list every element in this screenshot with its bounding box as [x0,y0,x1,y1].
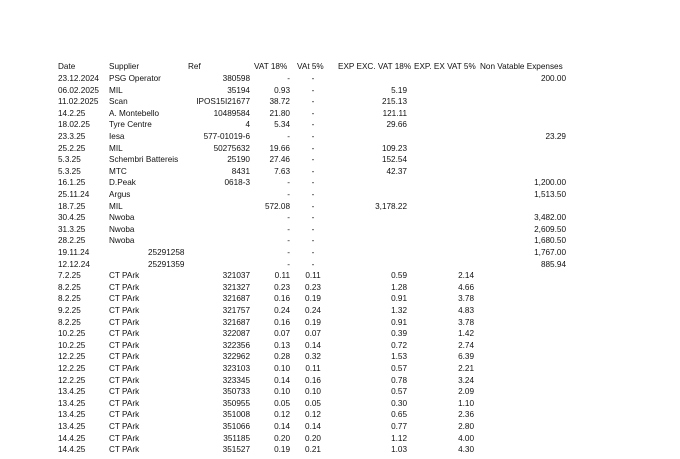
cell-date: 13.4.25 [58,422,86,431]
cell-vat5: - [311,236,315,246]
cell-date: 11.02.2025 [58,97,99,107]
cell-vat5: 0.14 [305,422,321,431]
cell-vat5: 0.12 [305,410,321,420]
table-row [0,235,680,247]
table-row [0,177,680,189]
cell-date: 18.02.25 [58,120,90,130]
cell-date: 14.2.25 [58,108,86,118]
cell-supplier: Nwoba [109,213,135,223]
cell-date: 5.3.25 [58,166,81,176]
cell-vat5: 0.11 [305,364,321,373]
cell-exp-exc-vat18: 0.30 [391,398,407,408]
cell-exp-exc-vat18: 0.65 [391,410,407,420]
cell-date: 31.3.25 [58,224,86,234]
cell-vat5: - [311,85,315,95]
cell-date: 14.4.25 [58,433,86,443]
cell-supplier: CT PArk [109,387,140,397]
cell-vat18: - [287,259,290,269]
cell-vat18: 0.13 [274,340,290,350]
cell-ref: 350733 [222,387,250,397]
cell-vat18: 0.24 [274,306,290,315]
cell-supplier: Nwoba [109,236,135,246]
cell-non-vatable: 1,200.00 [534,178,566,188]
cell-ref: 50275632 [213,143,250,153]
cell-vat18: - [287,178,290,188]
cell-supplier: Iesa [109,132,125,141]
cell-exp-exc-vat18: 5.19 [391,85,407,95]
cell-vat18: 19.66 [269,143,290,153]
table-row [0,351,680,363]
cell-vat5: - [311,132,315,141]
cell-vat5: 0.24 [305,306,321,315]
table-row [0,317,680,329]
cell-non-vatable: 1,680.50 [534,236,566,246]
cell-date: 9.2.25 [58,306,81,315]
cell-ref: 25190 [227,155,250,165]
table-row [0,409,680,421]
cell-exp-exc-vat18: 3,178.22 [375,201,407,211]
cell-exp-ex-vat5: 1.10 [458,398,474,408]
cell-supplier: CT PArk [109,422,140,431]
cell-ref: 351008 [222,410,250,420]
cell-ref: 322087 [222,329,250,339]
cell-vat18: 0.11 [274,271,290,281]
cell-supplier: CT PArk [109,317,140,327]
cell-ref: 321037 [222,271,250,281]
cell-exp-ex-vat5: 2.14 [458,271,474,281]
cell-exp-exc-vat18: 0.78 [391,375,407,385]
table-row [0,340,680,352]
cell-supplier: Scan [109,97,128,107]
cell-ref: 323345 [222,375,250,385]
cell-exp-ex-vat5: 4.83 [458,306,474,315]
cell-date: 14.4.25 [58,445,86,455]
cell-vat18: - [287,190,290,199]
cell-ref: 321757 [222,306,250,315]
cell-supplier: Argus [109,190,131,199]
cell-supplier: CT PArk [109,271,140,281]
cell-vat5: - [311,166,315,176]
cell-non-vatable: 23.29 [545,132,566,141]
cell-date: 06.02.2025 [58,85,99,95]
cell-ref: 351066 [222,422,250,431]
cell-vat18: 7.63 [274,166,290,176]
cell-non-vatable: 200.00 [540,74,566,83]
cell-exp-ex-vat5: 2.21 [458,364,474,373]
cell-vat18: 0.23 [274,282,290,292]
cell-vat5: - [311,108,315,118]
cell-supplier: A. Montebello [109,108,160,118]
cell-exp-exc-vat18: 0.57 [391,364,407,373]
cell-exp-ex-vat5: 3.78 [458,294,474,304]
cell-vat18: 0.93 [274,85,290,95]
cell-exp-exc-vat18: 0.91 [391,317,407,327]
cell-supplier: CT PArk [109,352,140,362]
header-row [0,61,680,73]
cell-ref: 321687 [222,317,250,327]
cell-vat5: - [311,224,315,234]
cell-vat18: 0.14 [274,375,290,385]
cell-vat5: 0.19 [305,317,321,327]
table-row [0,247,680,259]
cell-vat5: - [311,190,315,199]
cell-non-vatable: 885.94 [540,259,566,269]
cell-date: 18.7.25 [58,201,86,211]
table-row [0,433,680,445]
cell-ref: 35194 [227,85,250,95]
cell-exp-exc-vat18: 1.28 [391,282,407,292]
cell-vat5: - [311,201,315,211]
cell-ref: 8431 [231,166,250,176]
cell-vat18: - [287,213,290,223]
cell-supplier: CT PArk [109,398,140,408]
cell-date: 25.2.25 [58,143,86,153]
cell-supplier: D.Peak [109,178,136,188]
cell-vat5: - [311,120,315,130]
cell-date: 30.4.25 [58,213,86,223]
table-row [0,293,680,305]
cell-date: 28.2.25 [58,236,86,246]
cell-non-vatable: 1,513.50 [534,190,566,199]
cell-vat5: 0.16 [305,375,321,385]
cell-supplier: Tyre Centre [109,120,152,130]
cell-vat5: - [311,213,315,223]
cell-exp-ex-vat5: 2.36 [458,410,474,420]
cell-date: 13.4.25 [58,398,86,408]
cell-supplier: 25291359 [148,259,185,269]
cell-date: 25.11.24 [58,190,90,199]
cell-exp-exc-vat18: 215.13 [381,97,407,107]
cell-exp-exc-vat18: 0.91 [391,294,407,304]
cell-ref: 323103 [222,364,250,373]
cell-vat5: - [311,248,315,257]
header-exp-exc-vat18: EXP EXC. VAT 18% [338,62,412,71]
cell-date: 7.2.25 [58,271,81,281]
table-row [0,398,680,410]
table-row [0,421,680,433]
cell-supplier: CT PArk [109,433,140,443]
cell-vat5: - [311,97,315,107]
cell-exp-exc-vat18: 1.53 [391,352,407,362]
cell-supplier: CT PArk [109,445,140,455]
cell-vat5: - [311,74,315,83]
cell-ref: 0618-3 [224,178,250,188]
cell-supplier: CT PArk [109,340,140,350]
cell-vat5: - [311,143,315,153]
cell-exp-ex-vat5: 4.00 [458,433,474,443]
cell-vat18: 38.72 [269,97,290,107]
cell-vat5: 0.20 [305,433,321,443]
table-row [0,259,680,271]
cell-supplier: MIL [109,201,123,211]
cell-date: 12.2.25 [58,364,86,373]
cell-date: 23.12.2024 [58,74,99,83]
cell-ref: 350955 [222,398,250,408]
cell-vat5: 0.32 [305,352,321,362]
cell-exp-exc-vat18: 121.11 [382,108,407,118]
table-row [0,108,680,120]
cell-vat5: 0.07 [305,329,321,339]
cell-vat5: 0.14 [305,340,321,350]
cell-supplier: CT PArk [109,375,140,385]
header-non-vatable: Non Vatable Expenses [480,62,563,71]
cell-supplier: 25291258 [148,248,185,257]
cell-vat5: - [311,155,315,165]
table-row [0,119,680,131]
cell-supplier: MTC [109,166,127,176]
cell-vat18: 0.16 [274,294,290,304]
table-row [0,143,680,155]
cell-vat18: - [287,236,290,246]
table-row [0,212,680,224]
cell-ref: 321687 [222,294,250,304]
cell-date: 8.2.25 [58,294,81,304]
cell-supplier: PSG Operator [109,74,161,83]
table-row [0,85,680,97]
table-row [0,154,680,166]
cell-exp-ex-vat5: 6.39 [458,352,474,362]
cell-date: 13.4.25 [58,387,86,397]
header-date: Date [58,62,76,71]
cell-supplier: CT PArk [109,329,140,339]
cell-vat18: 0.19 [274,445,290,455]
cell-ref: 10489584 [213,108,250,118]
cell-exp-exc-vat18: 29.66 [386,120,407,130]
table-row [0,166,680,178]
cell-date: 8.2.25 [58,282,81,292]
cell-date: 12.2.25 [58,352,86,362]
cell-exp-exc-vat18: 109.23 [381,143,407,153]
table-row [0,375,680,387]
cell-ref: IPOS15I21677 [196,97,250,107]
table-row [0,386,680,398]
cell-exp-ex-vat5: 1.42 [458,329,474,339]
cell-exp-ex-vat5: 3.78 [458,317,474,327]
cell-exp-exc-vat18: 0.72 [391,340,407,350]
cell-date: 16.1.25 [58,178,86,188]
cell-vat18: 0.10 [274,364,290,373]
cell-exp-ex-vat5: 3.24 [458,375,474,385]
cell-ref: 380598 [222,74,250,83]
cell-supplier: MIL [109,143,123,153]
header-ref: Ref [188,62,201,71]
cell-date: 13.4.25 [58,410,86,420]
table-row [0,224,680,236]
cell-vat18: 0.07 [274,329,290,339]
table-row [0,96,680,108]
table-row [0,73,680,85]
cell-ref: 322356 [222,340,250,350]
cell-ref: 351527 [222,445,250,455]
cell-exp-ex-vat5: 4.30 [458,445,474,455]
cell-date: 5.3.25 [58,155,81,165]
cell-date: 19.11.24 [58,248,90,257]
cell-vat18: 0.14 [274,422,290,431]
cell-vat18: 21.80 [269,108,290,118]
cell-exp-exc-vat18: 42.37 [386,166,407,176]
cell-date: 10.2.25 [58,340,86,350]
cell-supplier: Schembri Battereis [109,155,179,165]
header-supplier: Supplier [109,62,140,71]
cell-non-vatable: 1,767.00 [534,248,566,257]
cell-date: 23.3.25 [58,132,86,141]
cell-exp-exc-vat18: 0.59 [391,271,407,281]
cell-supplier: MIL [109,85,123,95]
cell-vat18: 0.12 [274,410,290,420]
cell-vat18: - [287,248,290,257]
cell-vat18: 0.28 [274,352,290,362]
cell-vat5: - [311,259,315,269]
cell-exp-ex-vat5: 2.74 [458,340,474,350]
cell-vat18: 27.46 [269,155,290,165]
cell-non-vatable: 2,609.50 [534,224,566,234]
cell-vat5: 0.23 [305,282,321,292]
cell-exp-exc-vat18: 0.57 [391,387,407,397]
cell-date: 10.2.25 [58,329,86,339]
cell-vat18: - [287,132,290,141]
cell-ref: 577-01019-6 [203,132,250,141]
cell-vat18: - [287,224,290,234]
cell-vat18: 572.08 [264,201,290,211]
table-row [0,189,680,201]
cell-vat5: - [311,178,315,188]
table-row [0,201,680,213]
cell-exp-ex-vat5: 4.66 [458,282,474,292]
cell-vat18: 0.10 [274,387,290,397]
cell-vat18: 0.20 [274,433,290,443]
table-row [0,444,680,456]
cell-ref: 351185 [223,433,250,443]
cell-ref: 322962 [222,352,250,362]
cell-date: 8.2.25 [58,317,81,327]
cell-exp-exc-vat18: 0.39 [391,329,407,339]
cell-vat18: 5.34 [274,120,290,130]
cell-vat5: 0.05 [305,398,321,408]
cell-exp-exc-vat18: 1.32 [391,306,407,315]
cell-ref: 4 [245,120,250,130]
cell-exp-exc-vat18: 152.54 [381,155,407,165]
cell-vat18: 0.16 [274,317,290,327]
cell-date: 12.2.25 [58,375,86,385]
table-row [0,305,680,317]
cell-vat18: - [287,74,290,83]
cell-exp-exc-vat18: 1.03 [391,445,407,455]
cell-exp-exc-vat18: 1.12 [391,433,407,443]
cell-supplier: CT PArk [109,282,140,292]
table-row [0,131,680,143]
cell-supplier: CT PArk [109,294,140,304]
cell-non-vatable: 3,482.00 [534,213,566,223]
header-exp-ex-vat5: EXP. EX VAT 5% [414,62,476,71]
cell-vat5: 0.21 [305,445,321,455]
table-row [0,328,680,340]
cell-supplier: CT PArk [109,364,140,373]
cell-exp-ex-vat5: 2.09 [458,387,474,397]
cell-ref: 321327 [222,282,250,292]
cell-exp-exc-vat18: 0.77 [391,422,407,431]
cell-exp-ex-vat5: 2.80 [458,422,474,431]
cell-vat5: 0.11 [305,271,321,281]
table-row [0,270,680,282]
cell-supplier: CT PArk [109,410,140,420]
cell-vat5: 0.19 [305,294,321,304]
header-vat18: VAT 18% [254,62,288,71]
header-vat5: VAt 5% [297,62,324,71]
table-row [0,282,680,294]
cell-vat5: 0.10 [305,387,321,397]
cell-supplier: CT PArk [109,306,140,315]
cell-supplier: Nwoba [109,224,135,234]
table-row [0,363,680,375]
cell-date: 12.12.24 [58,259,90,269]
cell-vat18: 0.05 [274,398,290,408]
